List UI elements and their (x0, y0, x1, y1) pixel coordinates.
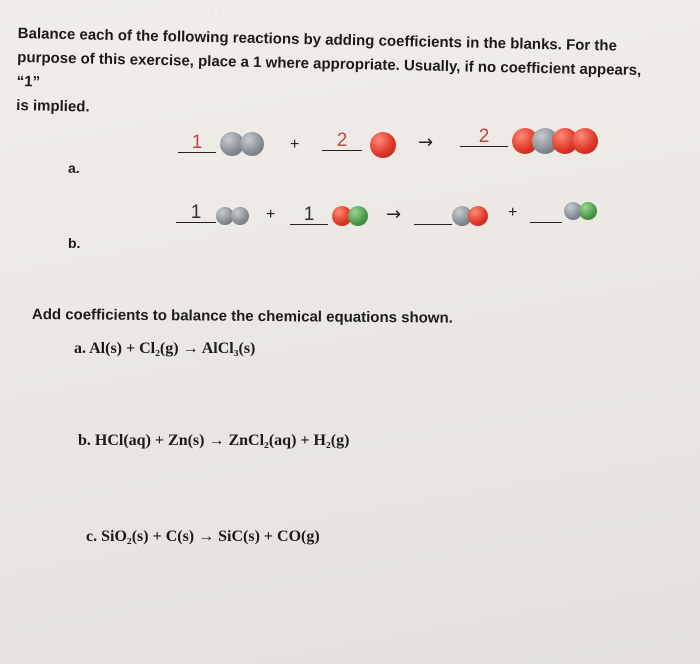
reaction-b-blank-4[interactable] (530, 202, 562, 223)
bleed-through-text: · · · · · · · (210, 6, 260, 21)
reaction-arrow: → (386, 204, 402, 225)
red-atom-icon (468, 206, 488, 226)
equation-a (74, 340, 255, 358)
reaction-a-blank-3[interactable] (460, 126, 508, 147)
equation-c (86, 528, 320, 546)
equation-b-text: HCl(aq) + Zn(s) → ZnCl₂(aq) + H₂(g) (94, 432, 350, 449)
reaction-b-blank-2[interactable] (290, 204, 328, 225)
instructions-line-3: is implied. (16, 96, 90, 116)
reaction-b-label: b. (68, 235, 81, 251)
reaction-a-answer-2: 2 (336, 130, 348, 151)
instructions-line-2: purpose of this exercise, place a 1 where appropriate. Usually, if no coefficient appears, “1” (16, 48, 642, 91)
reaction-b-answer-2: 1 (303, 204, 315, 225)
plus-sign: + (266, 206, 276, 223)
equation-a-text: Al(s) + Cl₂(g) → AlCl₃(s) (89, 340, 256, 357)
reaction-arrow: → (418, 132, 434, 153)
gray-atom-icon (231, 207, 249, 225)
equation-b (78, 432, 349, 450)
equation-b-label: b. (78, 432, 91, 449)
red-atom-icon (572, 128, 598, 154)
instructions-line-1: Balance each of the following reactions by adding coefficients in the blanks. For the (17, 24, 618, 55)
equation-a-label: a. (74, 340, 86, 357)
reaction-b-blank-3[interactable] (414, 204, 452, 225)
plus-sign: + (290, 136, 300, 153)
section-heading: Add coefficients to balance the chemical equations shown. (31, 306, 453, 327)
equation-c-text: SiO₂(s) + C(s) → SiC(s) + CO(g) (101, 528, 320, 545)
instructions (16, 22, 658, 131)
reaction-b-answer-1: 1 (190, 202, 202, 223)
reaction-b-blank-1[interactable] (176, 202, 216, 223)
reaction-a-answer-1: 1 (191, 132, 203, 153)
plus-sign: + (508, 204, 518, 221)
green-atom-icon (348, 206, 368, 226)
green-atom-icon (579, 202, 597, 220)
reaction-a-label: a. (68, 160, 80, 176)
gray-atom-icon (240, 132, 264, 156)
reaction-a-answer-3: 2 (478, 126, 490, 147)
reaction-a-blank-2[interactable] (322, 130, 362, 151)
equation-c-label: c. (86, 528, 98, 545)
red-atom-icon (370, 132, 396, 158)
reaction-a-blank-1[interactable] (178, 132, 216, 153)
